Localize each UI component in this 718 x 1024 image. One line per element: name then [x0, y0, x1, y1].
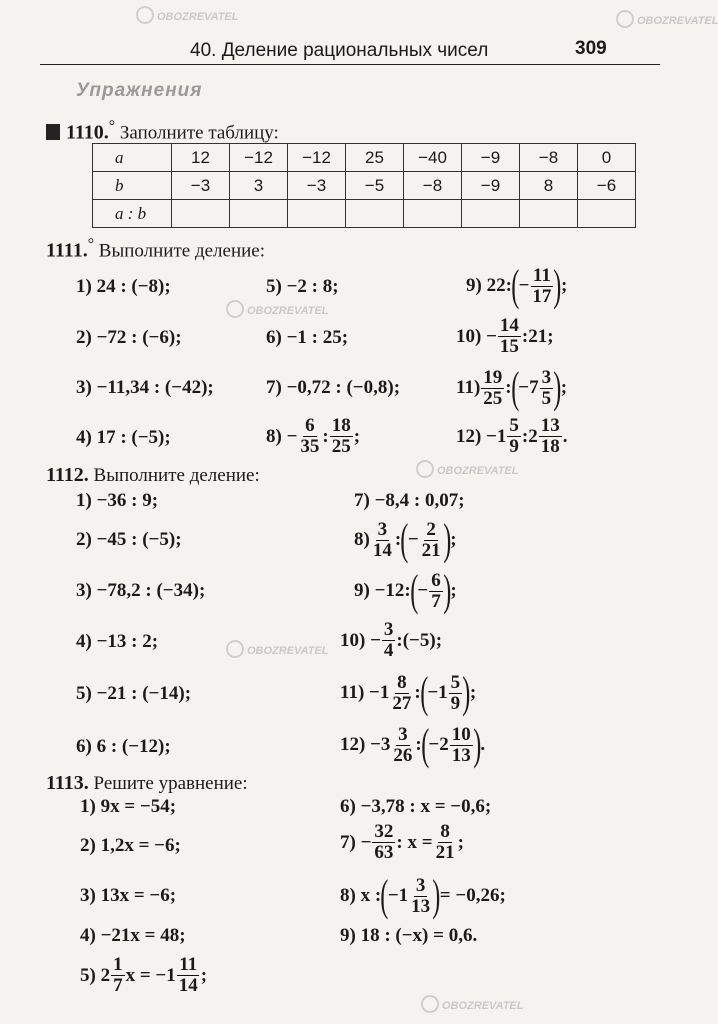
table-cell — [578, 200, 636, 228]
row-label: a : b — [93, 200, 172, 228]
table-cell: 3 — [230, 172, 288, 200]
exercise-item: 1) −36 : 9; — [76, 490, 159, 511]
exercise-item: 4) −21x = 48; — [80, 925, 186, 946]
table-cell: −40 — [404, 144, 462, 172]
exercise-item: 8) x : ( −1 $\frac{3}{13}$ ) = −0,26; — [340, 871, 506, 920]
fraction: $\frac{3}{13}$ — [411, 874, 431, 917]
exercise-item: 4) 17 : (−5); — [76, 427, 171, 448]
exercise-1110-heading: 1110.° Заполните таблицу: — [46, 118, 279, 144]
exercise-item: 2) 1,2x = −6; — [80, 835, 181, 856]
exercise-item: 12) −3 $\frac{3}{26}$ : ( −2 $\frac{10}{13}$ ) . — [340, 720, 486, 769]
exercise-item: 11) $\frac{19}{25}$ : ( −7 $\frac{3}{5}$ ) ; — [456, 363, 568, 412]
exercise-item: 8) − $\frac{6}{35}$ : $\frac{18}{25}$ ; — [266, 415, 361, 457]
fraction: $\frac{3}{26}$ — [393, 723, 413, 766]
table-cell — [288, 200, 346, 228]
fraction: $\frac{18}{25}$ — [331, 415, 351, 457]
table-cell: −3 — [288, 172, 346, 200]
fraction: $\frac{2}{21}$ — [421, 518, 441, 561]
exercise-item: 9) −12: ( − $\frac{6}{7}$ ) ; — [354, 566, 457, 615]
fraction: $\frac{1}{7}$ — [113, 954, 123, 996]
exercise-marker-icon — [46, 124, 60, 140]
exercise-item: 1) 24 : (−8); — [76, 276, 171, 297]
chapter-title: 40. Деление рациональных чисел — [190, 40, 489, 61]
exercise-item: 12) −1 $\frac{5}{9}$ :2 $\frac{13}{18}$ . — [456, 415, 568, 457]
exercise-item: 2) −45 : (−5); — [76, 529, 182, 550]
table-cell: 8 — [520, 172, 578, 200]
table-cell — [462, 200, 520, 228]
fraction: $\frac{5}{9}$ — [450, 671, 461, 714]
fraction: $\frac{3}{5}$ — [541, 366, 552, 409]
fraction: $\frac{8}{21}$ — [435, 821, 455, 863]
exercise-item: 10) − $\frac{3}{4}$ :(−5); — [340, 619, 443, 661]
table-row — [93, 200, 636, 228]
fraction: $\frac{3}{14}$ — [372, 518, 392, 561]
fraction: $\frac{11}{14}$ — [178, 954, 198, 996]
exercise-item: 2) −72 : (−6); — [76, 327, 182, 348]
exercise-item: 6) 6 : (−12); — [76, 736, 171, 757]
watermark: OBOZREVATEL — [220, 300, 328, 318]
row-label: b — [93, 172, 172, 200]
watermark: OBOZREVATEL — [130, 6, 238, 24]
exercise-1113-heading: 1113. Решите уравнение: — [46, 772, 248, 794]
table-cell: 25 — [346, 144, 404, 172]
exercise-item: 3) −78,2 : (−34); — [76, 580, 206, 601]
watermark: OBOZREVATEL — [220, 640, 328, 658]
exercise-item: 1) 9x = −54; — [80, 796, 177, 817]
section-title: Упражнения — [76, 80, 203, 101]
table-cell: −8 — [404, 172, 462, 200]
exercise-item: 3) −11,34 : (−42); — [76, 377, 214, 398]
watermark: OBOZREVATEL — [415, 995, 523, 1013]
watermark: OBOZREVATEL — [410, 460, 518, 478]
exercise-item: 9) 18 : (−x) = 0,6. — [340, 925, 478, 946]
table-cell: −12 — [230, 144, 288, 172]
exercise-item: 4) −13 : 2; — [76, 631, 159, 652]
exercise-item: 9) 22: ( − $\frac{11}{17}$ ) ; — [466, 261, 568, 310]
table-cell: −12 — [288, 144, 346, 172]
exercise-1111-heading: 1111.° Выполните деление: — [46, 236, 266, 262]
table-cell — [346, 200, 404, 228]
table-cell — [404, 200, 462, 228]
exercise-item: 5) −21 : (−14); — [76, 683, 192, 704]
table-row — [93, 144, 636, 172]
page-header — [0, 38, 696, 66]
table-cell: −5 — [346, 172, 404, 200]
exercise-item: 7) −0,72 : (−0,8); — [266, 377, 401, 398]
fraction: $\frac{14}{15}$ — [499, 315, 519, 357]
fraction: $\frac{5}{9}$ — [509, 415, 519, 457]
table-cell: 12 — [172, 144, 230, 172]
table-cell: −9 — [462, 144, 520, 172]
exercise-1112-heading: 1112. Выполните деление: — [46, 464, 260, 486]
exercise-item: 8) $\frac{3}{14}$ : ( − $\frac{2}{21}$ ) ; — [354, 515, 457, 564]
exercise-item: 6) −1 : 25; — [266, 327, 349, 348]
fraction: $\frac{6}{35}$ — [300, 415, 320, 457]
exercise-item: 3) 13x = −6; — [80, 885, 177, 906]
fraction: $\frac{32}{63}$ — [374, 821, 394, 863]
row-label: a — [93, 144, 172, 172]
table-cell — [172, 200, 230, 228]
exercise-1110-table — [92, 143, 636, 228]
table-row — [93, 172, 636, 200]
table-cell: −6 — [578, 172, 636, 200]
exercise-item: 7) − $\frac{32}{63}$ : x = $\frac{8}{21}$ ; — [340, 821, 464, 863]
fraction: $\frac{8}{27}$ — [392, 671, 412, 714]
table-cell — [520, 200, 578, 228]
fraction: $\frac{13}{18}$ — [540, 415, 560, 457]
exercise-item: 5) −2 : 8; — [266, 276, 339, 297]
exercise-item: 7) −8,4 : 0,07; — [354, 490, 465, 511]
table-cell: −8 — [520, 144, 578, 172]
fraction: $\frac{3}{4}$ — [383, 619, 394, 661]
fraction: $\frac{11}{17}$ — [532, 264, 552, 307]
table-cell: −3 — [172, 172, 230, 200]
exercise-item: 6) −3,78 : x = −0,6; — [340, 796, 492, 817]
exercise-item: 10) − $\frac{14}{15}$ :21; — [456, 315, 554, 357]
fraction: $\frac{10}{13}$ — [451, 723, 471, 766]
exercise-item: 11) −1 $\frac{8}{27}$ : ( −1 $\frac{5}{9}$ ) ; — [340, 668, 477, 717]
page-number: 309 — [575, 38, 607, 59]
header-divider — [40, 64, 660, 65]
table-cell: 0 — [578, 144, 636, 172]
fraction: $\frac{19}{25}$ — [483, 366, 503, 409]
table-cell: −9 — [462, 172, 520, 200]
exercise-item: 5) 2 $\frac{1}{7}$ x = −1 $\frac{11}{14}$ ; — [80, 954, 208, 996]
watermark: OBOZREVATEL — [610, 10, 718, 28]
table-cell — [230, 200, 288, 228]
fraction: $\frac{6}{7}$ — [431, 569, 441, 612]
